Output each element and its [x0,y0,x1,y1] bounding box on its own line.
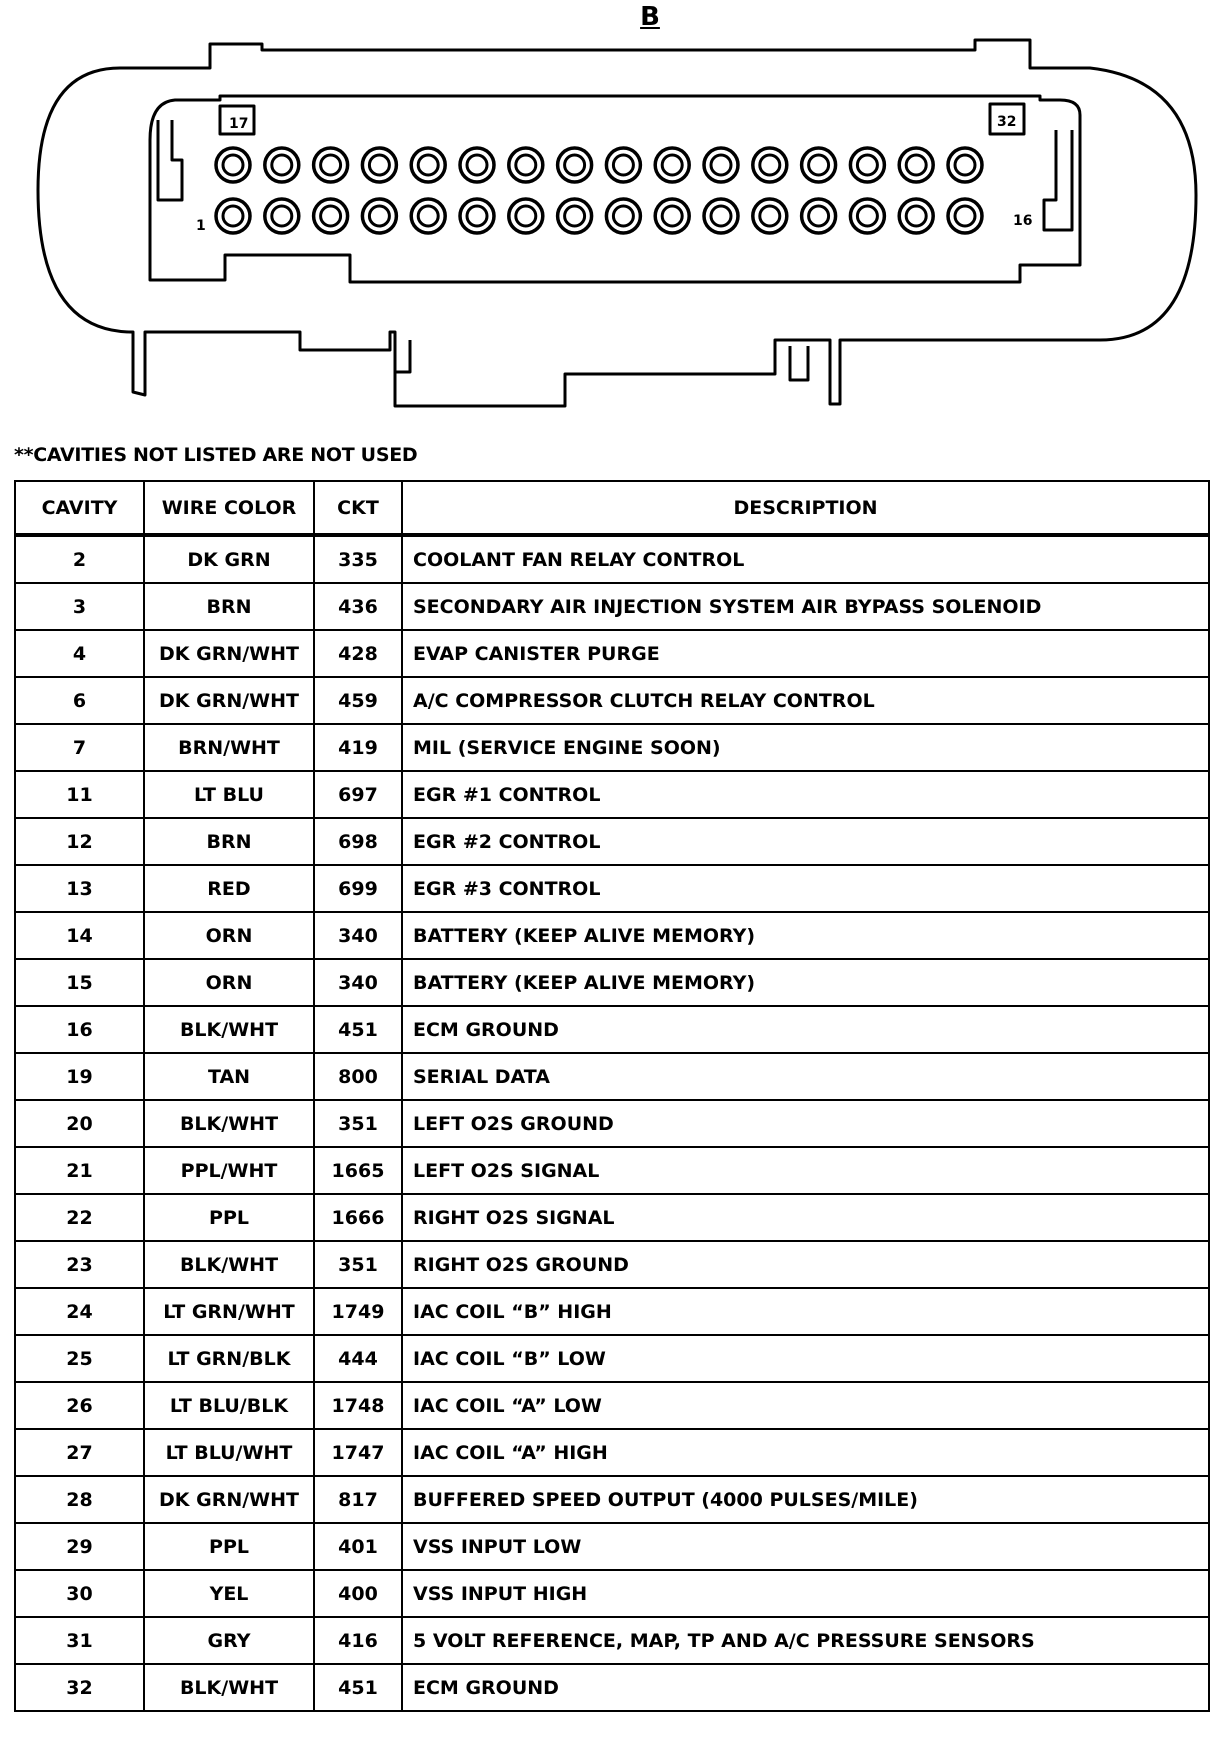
header-wire-color: WIRE COLOR [144,481,314,535]
cell-ckt: 351 [314,1100,402,1147]
connector-diagram [0,0,1232,420]
cell-description: IAC COIL “A” LOW [402,1382,1209,1429]
cell-description: EGR #3 CONTROL [402,865,1209,912]
cell-description: RIGHT O2S GROUND [402,1241,1209,1288]
pin-cavity [606,199,640,233]
pin-label-17: 17 [229,116,249,132]
cell-cavity: 27 [15,1429,144,1476]
pin-cavity [460,148,494,182]
cell-wire-color: YEL [144,1570,314,1617]
cell-cavity: 21 [15,1147,144,1194]
cell-cavity: 22 [15,1194,144,1241]
cell-wire-color: ORN [144,912,314,959]
pin-cavity [265,148,299,182]
cell-cavity: 16 [15,1006,144,1053]
table-row [15,1523,1209,1570]
cell-description: EGR #2 CONTROL [402,818,1209,865]
pin-cavity [850,199,884,233]
cell-wire-color: ORN [144,959,314,1006]
table-row [15,1382,1209,1429]
cell-cavity: 24 [15,1288,144,1335]
table-row [15,818,1209,865]
pin-cavity [948,199,982,233]
cell-description: SECONDARY AIR INJECTION SYSTEM AIR BYPASS SOLENOID [402,583,1209,630]
cell-cavity: 6 [15,677,144,724]
pin-cavity [558,148,592,182]
table-row [15,1617,1209,1664]
cell-ckt: 340 [314,959,402,1006]
cell-cavity: 14 [15,912,144,959]
pin-cavity [704,148,738,182]
table-row [15,1664,1209,1711]
connector-title: B [640,2,660,32]
table-row [15,1288,1209,1335]
cell-cavity: 28 [15,1476,144,1523]
cell-description: LEFT O2S GROUND [402,1100,1209,1147]
table-row [15,1194,1209,1241]
cell-cavity: 3 [15,583,144,630]
cell-cavity: 23 [15,1241,144,1288]
cell-wire-color: LT BLU/BLK [144,1382,314,1429]
table-row [15,771,1209,818]
cell-wire-color: LT BLU/WHT [144,1429,314,1476]
unused-cavities-note: **CAVITIES NOT LISTED ARE NOT USED [14,444,418,466]
pin-cavity [411,199,445,233]
cavity-table [14,480,1210,1712]
cell-description: RIGHT O2S SIGNAL [402,1194,1209,1241]
pin-cavity [216,199,250,233]
cell-wire-color: BLK/WHT [144,1006,314,1053]
cell-ckt: 400 [314,1570,402,1617]
pin-cavity [558,199,592,233]
table-row [15,912,1209,959]
cell-ckt: 416 [314,1617,402,1664]
pin-label-1: 1 [196,218,206,234]
header-description: DESCRIPTION [402,481,1209,535]
pin-label-32: 32 [997,114,1017,130]
cell-wire-color: LT GRN/BLK [144,1335,314,1382]
cell-wire-color: PPL [144,1194,314,1241]
cell-description: SERIAL DATA [402,1053,1209,1100]
cell-ckt: 351 [314,1241,402,1288]
header-ckt: CKT [314,481,402,535]
cell-description: IAC COIL “B” LOW [402,1335,1209,1382]
cell-cavity: 30 [15,1570,144,1617]
pin-cavity [216,148,250,182]
cell-cavity: 15 [15,959,144,1006]
table-row [15,865,1209,912]
cell-cavity: 7 [15,724,144,771]
cell-wire-color: BLK/WHT [144,1241,314,1288]
table-row [15,677,1209,724]
table-row [15,724,1209,771]
pin-cavity [460,199,494,233]
cell-ckt: 699 [314,865,402,912]
cell-cavity: 12 [15,818,144,865]
pin-cavity [314,199,348,233]
cell-wire-color: GRY [144,1617,314,1664]
pin-cavity [509,148,543,182]
cell-cavity: 2 [15,535,144,583]
cell-wire-color: LT GRN/WHT [144,1288,314,1335]
cell-ckt: 697 [314,771,402,818]
cell-description: 5 VOLT REFERENCE, MAP, TP AND A/C PRESSURE SENSORS [402,1617,1209,1664]
cell-wire-color: PPL/WHT [144,1147,314,1194]
pin-cavity [606,148,640,182]
cell-ckt: 698 [314,818,402,865]
table-row [15,583,1209,630]
table-row [15,1335,1209,1382]
cell-wire-color: BRN [144,583,314,630]
pin-cavity [655,199,689,233]
left-latch [158,120,182,200]
cell-description: BUFFERED SPEED OUTPUT (4000 PULSES/MILE) [402,1476,1209,1523]
cell-description: EVAP CANISTER PURGE [402,630,1209,677]
cell-wire-color: RED [144,865,314,912]
table-row [15,1053,1209,1100]
table-row [15,535,1209,583]
header-cavity: CAVITY [15,481,144,535]
pin-cavity [655,148,689,182]
cell-ckt: 401 [314,1523,402,1570]
pin-cavity [802,148,836,182]
lower-tab-left [395,340,410,372]
cell-cavity: 13 [15,865,144,912]
cell-wire-color: BLK/WHT [144,1664,314,1711]
pin-cavity [802,199,836,233]
cell-ckt: 817 [314,1476,402,1523]
cell-ckt: 800 [314,1053,402,1100]
cell-cavity: 29 [15,1523,144,1570]
connector-inner-face [150,96,1080,282]
cell-ckt: 436 [314,583,402,630]
cell-description: VSS INPUT HIGH [402,1570,1209,1617]
cell-description: COOLANT FAN RELAY CONTROL [402,535,1209,583]
cell-wire-color: BLK/WHT [144,1100,314,1147]
pin-cavity [753,148,787,182]
cell-cavity: 25 [15,1335,144,1382]
table-header-row [15,481,1209,535]
cell-description: IAC COIL “B” HIGH [402,1288,1209,1335]
table-row [15,1476,1209,1523]
cell-cavity: 31 [15,1617,144,1664]
table-row [15,1006,1209,1053]
cell-ckt: 459 [314,677,402,724]
pin-cavity [899,148,933,182]
table-row [15,1241,1209,1288]
table-row [15,959,1209,1006]
table-row [15,1570,1209,1617]
cell-ckt: 444 [314,1335,402,1382]
cell-description: A/C COMPRESSOR CLUTCH RELAY CONTROL [402,677,1209,724]
pin-cavity [362,148,396,182]
cell-cavity: 20 [15,1100,144,1147]
cell-ckt: 419 [314,724,402,771]
table-row [15,630,1209,677]
cell-ckt: 451 [314,1664,402,1711]
cell-wire-color: PPL [144,1523,314,1570]
cell-ckt: 428 [314,630,402,677]
cell-cavity: 26 [15,1382,144,1429]
table-row [15,1147,1209,1194]
cell-ckt: 335 [314,535,402,583]
cell-description: IAC COIL “A” HIGH [402,1429,1209,1476]
cell-description: VSS INPUT LOW [402,1523,1209,1570]
table-row [15,1100,1209,1147]
lower-tab-right [790,346,808,380]
pin-cavity [850,148,884,182]
cell-description: MIL (SERVICE ENGINE SOON) [402,724,1209,771]
right-latch [1044,130,1072,230]
cell-ckt: 451 [314,1006,402,1053]
cell-cavity: 19 [15,1053,144,1100]
cell-wire-color: BRN [144,818,314,865]
cell-cavity: 32 [15,1664,144,1711]
cell-description: EGR #1 CONTROL [402,771,1209,818]
pin-cavity [362,199,396,233]
table-row [15,1429,1209,1476]
pin-cavity [753,199,787,233]
cell-wire-color: DK GRN/WHT [144,1476,314,1523]
pin-cavity [411,148,445,182]
cell-wire-color: DK GRN/WHT [144,677,314,724]
pin-cavity [314,148,348,182]
cell-ckt: 1748 [314,1382,402,1429]
cell-wire-color: BRN/WHT [144,724,314,771]
cell-wire-color: DK GRN/WHT [144,630,314,677]
cell-description: BATTERY (KEEP ALIVE MEMORY) [402,912,1209,959]
cell-wire-color: DK GRN [144,535,314,583]
cell-cavity: 11 [15,771,144,818]
cell-wire-color: TAN [144,1053,314,1100]
pin-cavity [265,199,299,233]
cell-ckt: 340 [314,912,402,959]
cell-ckt: 1666 [314,1194,402,1241]
pin-cavity [899,199,933,233]
pin-cavity [509,199,543,233]
pin-label-16: 16 [1013,213,1033,229]
cell-ckt: 1665 [314,1147,402,1194]
cell-ckt: 1749 [314,1288,402,1335]
pin-cavity [948,148,982,182]
cell-wire-color: LT BLU [144,771,314,818]
cell-description: ECM GROUND [402,1664,1209,1711]
pin-cavity [704,199,738,233]
cell-description: ECM GROUND [402,1006,1209,1053]
cell-description: BATTERY (KEEP ALIVE MEMORY) [402,959,1209,1006]
cell-cavity: 4 [15,630,144,677]
cell-ckt: 1747 [314,1429,402,1476]
cell-description: LEFT O2S SIGNAL [402,1147,1209,1194]
